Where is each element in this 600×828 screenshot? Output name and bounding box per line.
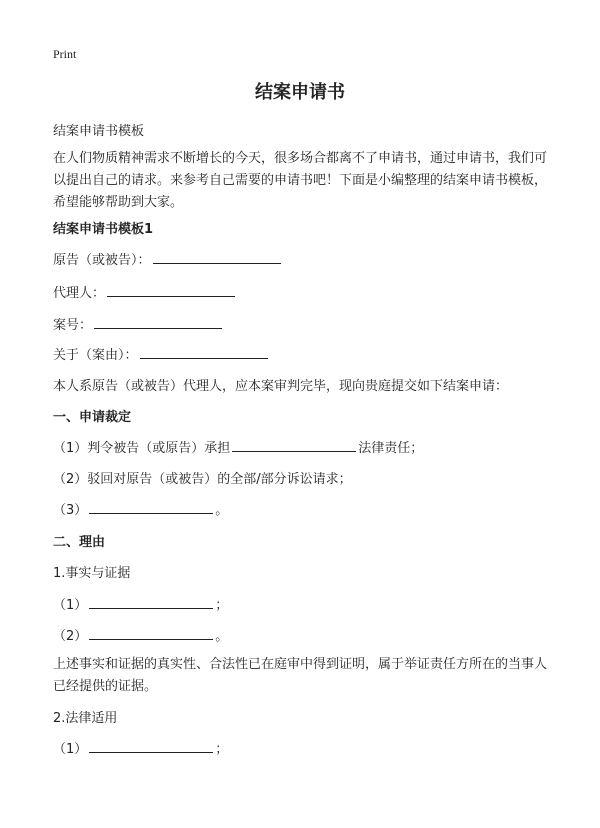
document-subtitle: 结案申请书模板 xyxy=(53,124,145,139)
fact-item-1-blank xyxy=(89,594,213,609)
request-item-3-blank xyxy=(89,499,213,514)
regarding-blank xyxy=(140,344,268,359)
request-item-2: （2）驳回对原告（或被告）的全部/部分诉讼请求； xyxy=(53,472,352,487)
facts-subheading: 1.事实与证据 xyxy=(53,566,131,581)
fact-item-1-prefix: （1） xyxy=(53,598,88,613)
page-title: 结案申请书 xyxy=(255,82,345,103)
fact-item-2 xyxy=(53,625,228,644)
law-item-1-prefix: （1） xyxy=(53,742,88,757)
law-item-1-blank xyxy=(89,738,213,753)
regarding-field xyxy=(53,344,270,363)
request-item-3-prefix: （3） xyxy=(53,503,88,518)
case-no-field xyxy=(53,314,224,333)
plaintiff-label: 原告（或被告）： xyxy=(53,253,151,268)
section2-heading: 二、理由 xyxy=(53,535,106,550)
request-item-1 xyxy=(53,437,423,456)
template-heading: 结案申请书模板1 xyxy=(53,222,154,237)
law-item-1 xyxy=(53,738,228,757)
plaintiff-blank xyxy=(153,249,281,264)
request-item-1-blank xyxy=(232,437,356,452)
regarding-label: 关于（案由）： xyxy=(53,348,138,363)
print-link[interactable]: Print xyxy=(53,47,77,61)
fact-item-2-suffix: 。 xyxy=(215,629,229,644)
plaintiff-field xyxy=(53,249,283,268)
fact-item-1-suffix: ； xyxy=(215,598,229,613)
request-item-3-suffix: 。 xyxy=(215,503,229,518)
fact-item-2-blank xyxy=(89,625,213,640)
evidence-conclusion: 上述事实和证据的真实性、合法性已在庭审中得到证明，属于举证责任方所在的当事人已经提供的证据。 xyxy=(53,657,548,694)
request-item-1-suffix: 法律责任； xyxy=(358,441,424,456)
intro-paragraph: 在人们物质精神需求不断增长的今天，很多场合都离不了申请书，通过申请书，我们可以提出自己的请求。来参考自己需要的申请书吧！下面是小编整理的结案申请书模板，希望能够帮助到大家。 xyxy=(53,151,548,210)
agent-label: 代理人： xyxy=(53,286,106,301)
case-no-label: 案号： xyxy=(53,318,93,333)
agent-blank xyxy=(107,282,235,297)
section1-heading: 一、申请裁定 xyxy=(53,410,132,425)
fact-item-2-prefix: （2） xyxy=(53,629,88,644)
case-no-blank xyxy=(94,314,222,329)
statement-text: 本人系原告（或被告）代理人，应本案审判完毕，现向贵庭提交如下结案申请： xyxy=(53,379,509,394)
request-item-1-prefix: （1）判令被告（或原告）承担 xyxy=(53,441,231,456)
agent-field xyxy=(53,282,237,301)
request-item-3 xyxy=(53,499,228,518)
law-subheading: 2.法律适用 xyxy=(53,711,118,726)
law-item-1-suffix: ； xyxy=(215,742,229,757)
fact-item-1 xyxy=(53,594,228,613)
